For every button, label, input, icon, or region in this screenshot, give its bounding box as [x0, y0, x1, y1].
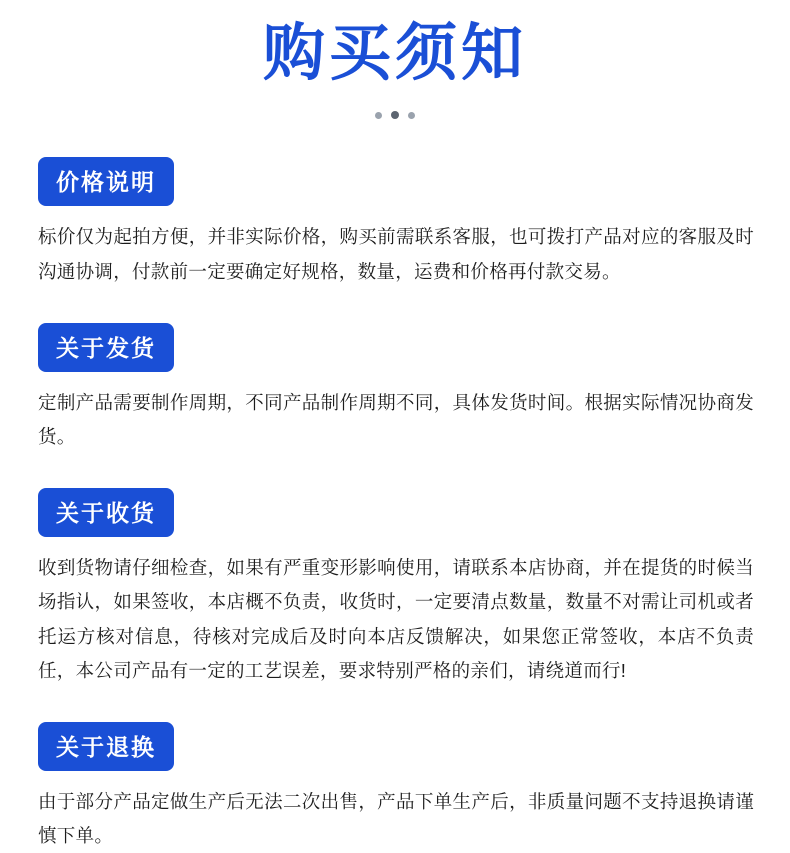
section-price-info	[32, 157, 758, 288]
section-badge-receiving: 关于收货	[38, 488, 174, 537]
section-text-returns: 由于部分产品定做生产后无法二次出售，产品下单生产后，非质量问题不支持退换请谨慎下单。	[38, 791, 754, 847]
section-text-price: 标价仅为起拍方便，并非实际价格，购买前需联系客服，也可拨打产品对应的客服及时沟通协调，付款前一定要确定好规格，数量，运费和价格再付款交易。	[38, 226, 754, 282]
section-badge-returns: 关于退换	[38, 722, 174, 771]
decorative-dots	[32, 111, 758, 119]
page-title: 购买须知	[262, 19, 527, 88]
section-badge-price: 价格说明	[38, 157, 174, 206]
section-text-receiving: 收到货物请仔细检查，如果有严重变形影响使用，请联系本店协商，并在提货的时候当场指认，如果签收，本店概不负责，收货时，一定要清点数量，数量不对需让司机或者托运方核对信息，待核对完成后及时向本店反馈解决，如果您正常签收，本店不负责任，本公司产品有一定的工艺误差，要求特别严格的亲们，请绕道而行!	[38, 557, 754, 681]
dot-icon	[391, 111, 399, 119]
dot-icon	[375, 112, 382, 119]
section-returns	[32, 722, 758, 853]
section-badge-shipping: 关于发货	[38, 323, 174, 372]
section-receiving	[32, 488, 758, 688]
section-shipping	[32, 323, 758, 454]
dot-icon	[408, 112, 415, 119]
section-text-shipping: 定制产品需要制作周期，不同产品制作周期不同，具体发货时间。根据实际情况协商发货。	[38, 391, 754, 447]
